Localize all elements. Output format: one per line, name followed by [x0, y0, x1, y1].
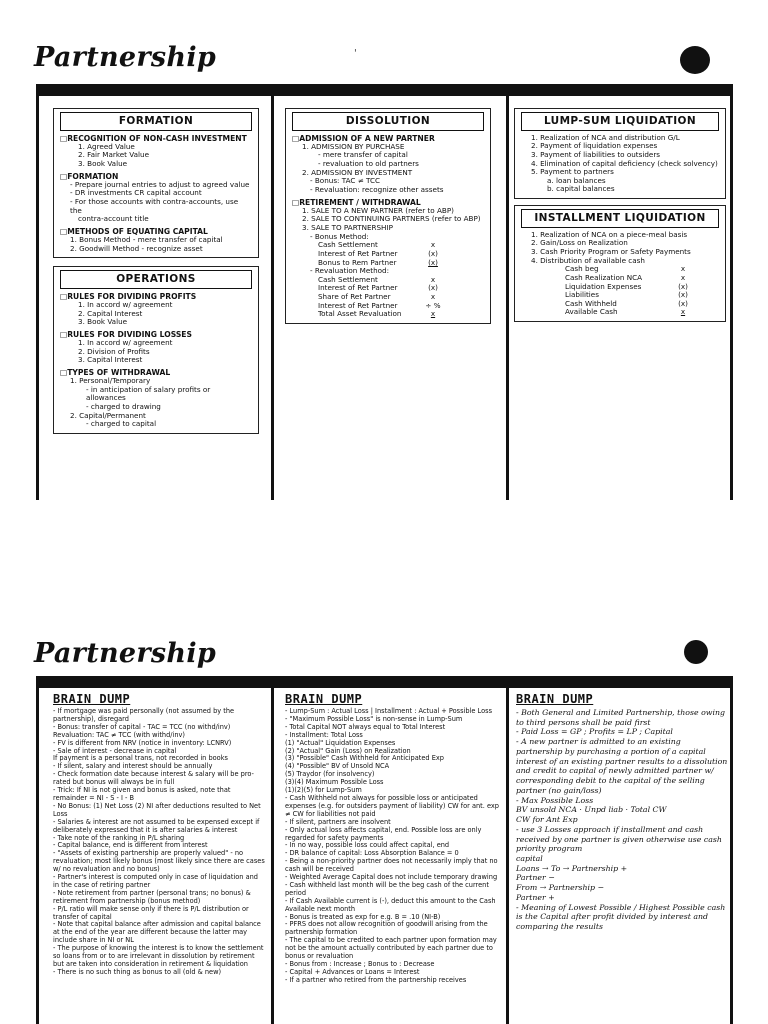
installment-liquidation-box	[514, 205, 726, 322]
row-value: ÷ %	[425, 300, 441, 310]
row-label: Share of Ret Partner	[318, 292, 391, 302]
list-item: contra-account title	[78, 214, 149, 224]
list-item: 3. Payment of liabilities to outsiders	[531, 149, 661, 159]
list-item: - Bonus: TAC ≠ TCC	[310, 176, 381, 186]
list-item: 3. SALE TO PARTNERSHIP	[302, 222, 393, 232]
list-item: From → Partnership −	[516, 883, 605, 893]
row-label: Cash Settlement	[318, 240, 378, 250]
list-item: 1. In accord w/ agreement	[78, 338, 173, 348]
list-item: 4. Elimination of capital deficiency (check solvency)	[531, 158, 718, 168]
list-item: - Trick: If NI is not given and bonus is asked, note that remainder = NI - S - I - B	[53, 786, 231, 802]
list-item: 2. ADMISSION BY INVESTMENT	[302, 167, 413, 177]
list-item: - If silent, partners are insolvent	[285, 817, 391, 826]
list-item: Revaluation: TAC ≠ TCC (with withd/inv)	[53, 730, 185, 739]
row-label: Liquidation Expenses	[565, 281, 642, 291]
list-item: - Revaluation Method:	[310, 266, 390, 276]
list-item: - Meaning of Lowest Possible / Highest Possible cash is the Capital after profit divided by interest and comparing the results	[516, 902, 726, 932]
header-band	[36, 676, 733, 688]
list-item: - revaluation to old partners	[318, 158, 419, 168]
list-item: 5. Payment to partners	[531, 167, 614, 177]
list-item: - Bonus is treated as exp for e.g. B = .10 (NI-B)	[285, 912, 441, 921]
list-item: - There is no such thing as bonus to all (old & new)	[53, 967, 222, 976]
list-item: - Note that capital balance after admission and capital balance at the end of the year are different because the latter may include share in NI or NL	[53, 920, 261, 945]
section-heading: BRAIN DUMP	[53, 692, 131, 706]
list-item: - PFRS does not allow recognition of goodwill arising from the partnership formation	[285, 920, 488, 937]
list-item: - Max Possible Loss	[516, 795, 594, 805]
list-item: - DR balance of capital: Loss Absorption Balance = 0	[285, 849, 459, 858]
brain-dump-list	[516, 708, 728, 932]
list-item: 3. Book Value	[78, 158, 128, 168]
list-item: - Capital balance, end is different from interest	[53, 841, 208, 850]
subsection-title: □ ADMISSION OF A NEW PARTNER	[292, 134, 484, 143]
list-item: 2. Division of Profits	[78, 346, 150, 356]
column-1	[53, 108, 259, 500]
row-label: Cash Realization NCA	[565, 272, 643, 282]
list-item: - Installment: Total Loss	[285, 730, 363, 739]
row-label: Bonus to Rem Partner	[318, 257, 397, 267]
list-item: - Cash withheld last month will be the beg cash of the current period	[285, 880, 489, 897]
list-item: 2. Goodwill Method - recognize asset	[70, 243, 203, 253]
brain-dump-list	[285, 708, 499, 985]
row-label: Available Cash	[565, 307, 618, 317]
section-heading: INSTALLMENT LIQUIDATION	[521, 209, 719, 228]
section-heading: BRAIN DUMP	[516, 692, 594, 706]
table-row	[521, 300, 719, 309]
list-item: 1. Realization of NCA on a piece-meal basis	[531, 229, 688, 239]
list-item: - "Assets of existing partnership are properly valued" - no revaluation; most likely bonus (most likely since there are cases w/ no revaluation and no bonus)	[53, 849, 265, 874]
row-value: x	[430, 274, 436, 284]
formation-box	[53, 108, 259, 258]
list-item: BV unsold NCA · Unpd liab · Total CW	[516, 805, 667, 815]
column-divider	[506, 688, 509, 1024]
list-item: - Sale of interest - decrease in capital	[53, 746, 177, 755]
subsection-title: □ RETIREMENT / WITHDRAWAL	[292, 198, 484, 207]
row-label: Cash beg	[565, 264, 599, 274]
list-item: (3)(4) Maximum Possible Loss	[285, 778, 384, 787]
list-item: (4) "Possible" BV of Unsold NCA	[285, 762, 390, 771]
column-2	[285, 108, 491, 500]
column-divider	[506, 96, 509, 500]
row-value: x	[680, 307, 686, 317]
list-item: 3. Book Value	[78, 317, 128, 327]
subsection-title: □ FORMATION	[60, 172, 252, 181]
list-item: - Salaries & interest are not assumed to be expensed except if deliberately expressed that it is after salaries & interest	[53, 817, 260, 834]
list-item: - In no way, possible loss could affect capital, end	[285, 841, 450, 850]
list-item: - Both General and Limited Partnership, those owing to third persons shall be paid first	[516, 708, 725, 727]
list-item: 1. Personal/Temporary	[70, 376, 151, 386]
list-item: - No Bonus: (1) Net Loss (2) NI after deductions resulted to Net Loss	[53, 801, 261, 818]
row-value: (x)	[428, 283, 438, 293]
operations-box	[53, 266, 259, 434]
subsection-title: □ RULES FOR DIVIDING PROFITS	[60, 292, 252, 301]
list-item: - Take note of the ranking in P/L sharing	[53, 833, 185, 842]
row-value: x	[430, 240, 436, 250]
list-item: - Bonus Method:	[310, 231, 369, 241]
list-item: - use 3 Losses approach if installment and cash received by one partner is given otherwise use cash priority program	[516, 824, 722, 854]
column-divider	[271, 96, 274, 500]
list-item: 3. Capital Interest	[78, 355, 143, 365]
subsection-title: □ TYPES OF WITHDRAWAL	[60, 368, 252, 377]
list-item: 1. Realization of NCA and distribution G/L	[531, 132, 680, 142]
row-value: x	[430, 292, 436, 302]
brain-dump-column-2	[285, 688, 499, 1024]
brain-dump-column-3	[516, 688, 728, 1024]
stray-mark: '	[354, 48, 357, 59]
list-item: - in anticipation of salary profits or allowances	[86, 384, 211, 403]
list-item: Partner −	[516, 873, 555, 883]
list-item: 1. SALE TO A NEW PARTNER (refer to ABP)	[302, 205, 454, 215]
list-item: - FV is different from NRV (notice in inventory: LCNRV)	[53, 738, 232, 747]
list-item: - Capital + Advances or Loans = Interest	[285, 967, 420, 976]
list-item: - Being a non-priority partner does not necessarily imply that no cash will be received	[285, 857, 498, 874]
columns-frame	[36, 96, 733, 500]
column-divider	[271, 688, 274, 1024]
list-item: 2. Payment of liquidation expenses	[531, 141, 658, 151]
list-item: 2. Capital Interest	[78, 308, 143, 318]
list-item: (5) Traydor (for insolvency)	[285, 770, 375, 779]
list-item: - Total Capital NOT always equal to Total Interest	[285, 722, 446, 731]
list-item: - Cash Withheld not always for possible loss or anticipated expenses (e.g. for outsiders payment of liability) CW for ant. exp ≠ CW for liabilities not paid	[285, 793, 499, 818]
row-value: (x)	[428, 257, 438, 267]
list-item: - Prepare journal entries to adjust to agreed value	[70, 179, 250, 189]
list-item: b. capital balances	[547, 184, 615, 194]
row-label: Interest of Ret Partner	[318, 300, 398, 310]
list-item: 1. Bonus Method - mere transfer of capital	[70, 235, 223, 245]
row-value: (x)	[678, 290, 688, 300]
section-heading: FORMATION	[60, 112, 252, 131]
list-item: 1. In accord w/ agreement	[78, 300, 173, 310]
list-item: - If a partner who retired from the partnership receives	[285, 975, 467, 984]
list-item: 3. Cash Priority Program or Safety Payments	[531, 246, 691, 256]
list-item: - If mortgage was paid personally (not assumed by the partnership), disregard	[53, 707, 235, 723]
list-item: If payment is a personal trans, not recorded in books	[53, 754, 228, 763]
list-item: - P/L ratio will make sense only if there is P/L distribution or transfer of capital	[53, 904, 249, 921]
list-item: 2. Capital/Permanent	[70, 410, 146, 420]
row-label: Liabilities	[565, 290, 599, 300]
section-heading: BRAIN DUMP	[285, 692, 363, 706]
list-item: - Only actual loss affects capital, end. Possible loss are only regarded for safety payments	[285, 825, 482, 842]
list-item: - Lump-Sum : Actual Loss | Installment : Actual + Possible Loss	[285, 707, 493, 715]
row-label: Cash Settlement	[318, 274, 378, 284]
list-item: - Bonus from : Increase ; Bonus to : Decrease	[285, 960, 435, 968]
notes-page-1	[0, 0, 768, 500]
subsection-title: □ RECOGNITION OF NON-CASH INVESTMENT	[60, 134, 252, 143]
list-item: - Weighted Average Capital does not include temporary drawing	[285, 873, 498, 882]
list-item: 2. Gain/Loss on Realization	[531, 238, 628, 248]
list-item: - charged to capital	[86, 419, 157, 429]
list-item: (1) "Actual" Liquidation Expenses	[285, 738, 396, 747]
header-band	[36, 84, 733, 96]
row-value: x	[680, 272, 686, 282]
list-item: 1. ADMISSION BY PURCHASE	[302, 141, 405, 151]
section-heading: DISSOLUTION	[292, 112, 484, 131]
list-item: - Note retirement from partner (personal trans; no bonus) & retirement from partnership (bonus method)	[53, 888, 251, 905]
list-item: 2. SALE TO CONTINUING PARTNERS (refer to ABP)	[302, 214, 481, 224]
row-label: Cash Withheld	[565, 298, 617, 308]
page-title: Partnership	[34, 638, 217, 669]
list-item: (1)(2)(5) for Lump-Sum	[285, 786, 362, 795]
list-item: - charged to drawing	[86, 402, 161, 412]
list-item: 4. Distribution of available cash	[531, 255, 645, 265]
hole-punch-mark	[680, 46, 710, 74]
list-item: - "Maximum Possible Loss" is non-sense in Lump-Sum	[285, 714, 463, 723]
table-row	[292, 310, 484, 319]
hole-punch-mark	[684, 640, 708, 664]
row-value: (x)	[678, 281, 688, 291]
notes-page-2	[0, 612, 768, 1024]
dissolution-box	[285, 108, 491, 324]
list-item: - For those accounts with contra-accounts, use the	[70, 197, 239, 215]
row-label: Total Asset Revaluation	[318, 309, 402, 319]
table-row	[521, 308, 719, 317]
list-item: - Check formation date because interest & salary will be pro-rated but bonus will always be in full	[53, 770, 254, 787]
list-item: CW for Ant Exp	[516, 815, 578, 825]
list-item: a. loan balances	[547, 175, 606, 185]
row-label: Interest of Ret Partner	[318, 248, 398, 258]
list-item: - mere transfer of capital	[318, 150, 408, 160]
brain-dump-list	[53, 708, 265, 977]
list-item: capital	[516, 854, 543, 864]
column-3	[514, 108, 726, 500]
section-heading: LUMP-SUM LIQUIDATION	[521, 112, 719, 131]
list-item: - DR investments CR capital account	[70, 188, 202, 198]
row-value: (x)	[428, 248, 438, 258]
columns-frame	[36, 688, 733, 1024]
list-item: Partner +	[516, 892, 555, 902]
list-item: - Partner's interest is computed only in case of liquidation and in the case of retiring partner	[53, 873, 258, 889]
list-item: - The purpose of knowing the interest is to know the settlement so loans from or to are irrelevant in dissolution by retirement but are taken into consideration in retirement & liquidation	[53, 944, 264, 968]
list-item: - If silent, salary and interest should be annually	[53, 762, 213, 771]
list-item: - The capital to be credited to each partner upon formation may not be the amount actually contributed by each partner due to bonus or revaluation	[285, 936, 497, 961]
lump-sum-liquidation-box	[514, 108, 726, 199]
list-item: 1. Agreed Value	[78, 141, 135, 151]
subsection-title: □ METHODS OF EQUATING CAPITAL	[60, 227, 252, 236]
list-item: 2. Fair Market Value	[78, 150, 149, 160]
list-item: - Paid Loss = GP ; Profits = LP ; Capital	[516, 727, 673, 737]
list-item: - If Cash Available current is (-), deduct this amount to the Cash Available next month	[285, 896, 496, 913]
brain-dump-column-1	[53, 688, 265, 1024]
table-row	[521, 283, 719, 292]
section-heading: OPERATIONS	[60, 270, 252, 289]
row-value: x	[680, 264, 686, 274]
row-label: Interest of Ret Partner	[318, 283, 398, 293]
list-item: Loans → To → Partnership +	[516, 863, 628, 873]
list-item: - Bonus: transfer of capital - TAC = TCC (no withd/inv)	[53, 722, 231, 731]
list-item: (3) "Possible" Cash Withheld for Anticipated Exp	[285, 754, 444, 763]
row-value: (x)	[678, 298, 688, 308]
page-title: Partnership	[34, 42, 217, 73]
list-item: - Revaluation: recognize other assets	[310, 184, 444, 194]
list-item: (2) "Actual" Gain (Loss) on Realization	[285, 746, 411, 755]
table-row	[521, 291, 719, 300]
list-item: - A new partner is admitted to an existing partnership by purchasing a portion of a capital interest of an existing partner results to a dissolution and credit to capital of newly admitted partner w/ corresponding debit to the capital of the selling partner (no gain/loss)	[516, 737, 728, 795]
subsection-title: □ RULES FOR DIVIDING LOSSES	[60, 330, 252, 339]
row-value: x	[430, 309, 436, 319]
